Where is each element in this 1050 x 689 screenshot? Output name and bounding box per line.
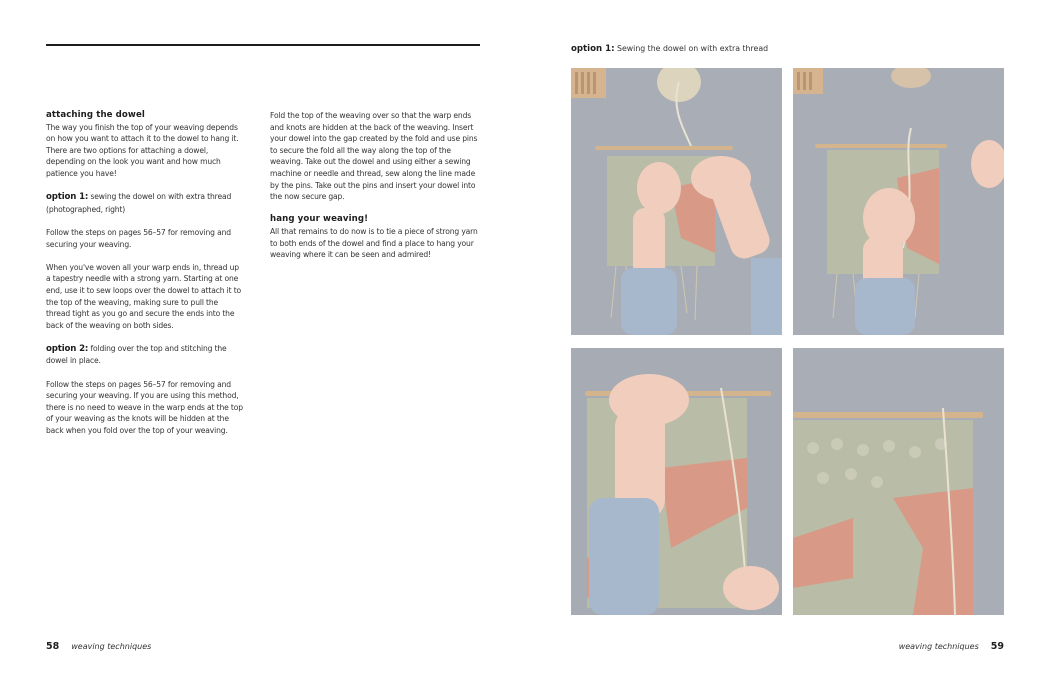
photo-step-1 — [571, 68, 782, 335]
option1-steps: Follow the steps on pages 56–57 for removing and securing your weaving. — [46, 227, 231, 249]
photo-step-4 — [793, 348, 1004, 615]
section-name: weaving techniques — [898, 642, 979, 651]
fold-paragraph: Fold the top of the weaving over so that the warp ends and knots are hidden at the back of the weaving. Insert your dowel into the gap created by the fold and use pins to secure the fold all the way along the top of the weaving. Take out the dowel and using either a sewing machine or needle and thread, sew along the line made by the pins. Take out the pins and insert your dowel into the now secure gap. — [270, 111, 478, 202]
left-folio — [46, 641, 151, 652]
photo-caption — [571, 44, 768, 54]
photo-step-3-illustration — [571, 348, 782, 615]
top-rule — [46, 44, 480, 46]
photo-step-2-illustration — [793, 68, 1004, 335]
photo-step-1-illustration — [571, 68, 782, 335]
intro-paragraph: The way you finish the top of your weaving depends on how you want to attach it to the dowel to hang it. There are two options for attaching a dowel, depending on the look you want and how much patience you have! — [46, 122, 239, 178]
page-number: 58 — [46, 641, 60, 652]
photo-step-4-illustration — [793, 348, 1004, 615]
text-column-1 — [46, 110, 244, 448]
option1-body: When you've woven all your warp ends in, thread up a tapestry needle with a strong yarn. Starting at one end, use it to sew loops over the dowel to attach it to the top of the weaving, making sure to pull the thread tight as you go and secure the ends into the back of the weaving on both sides. — [46, 262, 242, 330]
text-column-2 — [270, 110, 480, 261]
attaching-heading: attaching the dowel — [46, 110, 145, 120]
photo-step-3 — [571, 348, 782, 615]
hang-heading: hang your weaving! — [270, 214, 369, 225]
photo-step-2 — [793, 68, 1004, 335]
caption-label: option 1: — [571, 44, 615, 54]
option1-text: sewing the dowel on with extra thread (photographed, right) — [46, 192, 232, 214]
caption-text: Sewing the dowel on with extra thread — [614, 44, 769, 53]
hang-paragraph: All that remains to do now is to tie a piece of strong yarn to both ends of the dowel and find a place to hang your weaving where it can be seen and admired! — [270, 226, 478, 260]
section-name: weaving techniques — [71, 642, 152, 651]
option1-label: option 1: — [46, 192, 89, 203]
option2-body: Follow the steps on pages 56–57 for removing and securing your weaving. If you are using this method, there is no need to weave in the warp ends at the top of your weaving as the knots will be hidden at the back when you fold over the top of your weaving. — [46, 379, 243, 436]
option2-text: folding over the top and stitching the dowel in place. — [46, 343, 227, 366]
option2-label: option 2: — [46, 343, 89, 354]
right-page — [525, 0, 1050, 689]
right-folio — [899, 641, 1004, 652]
page-number: 59 — [990, 641, 1004, 652]
